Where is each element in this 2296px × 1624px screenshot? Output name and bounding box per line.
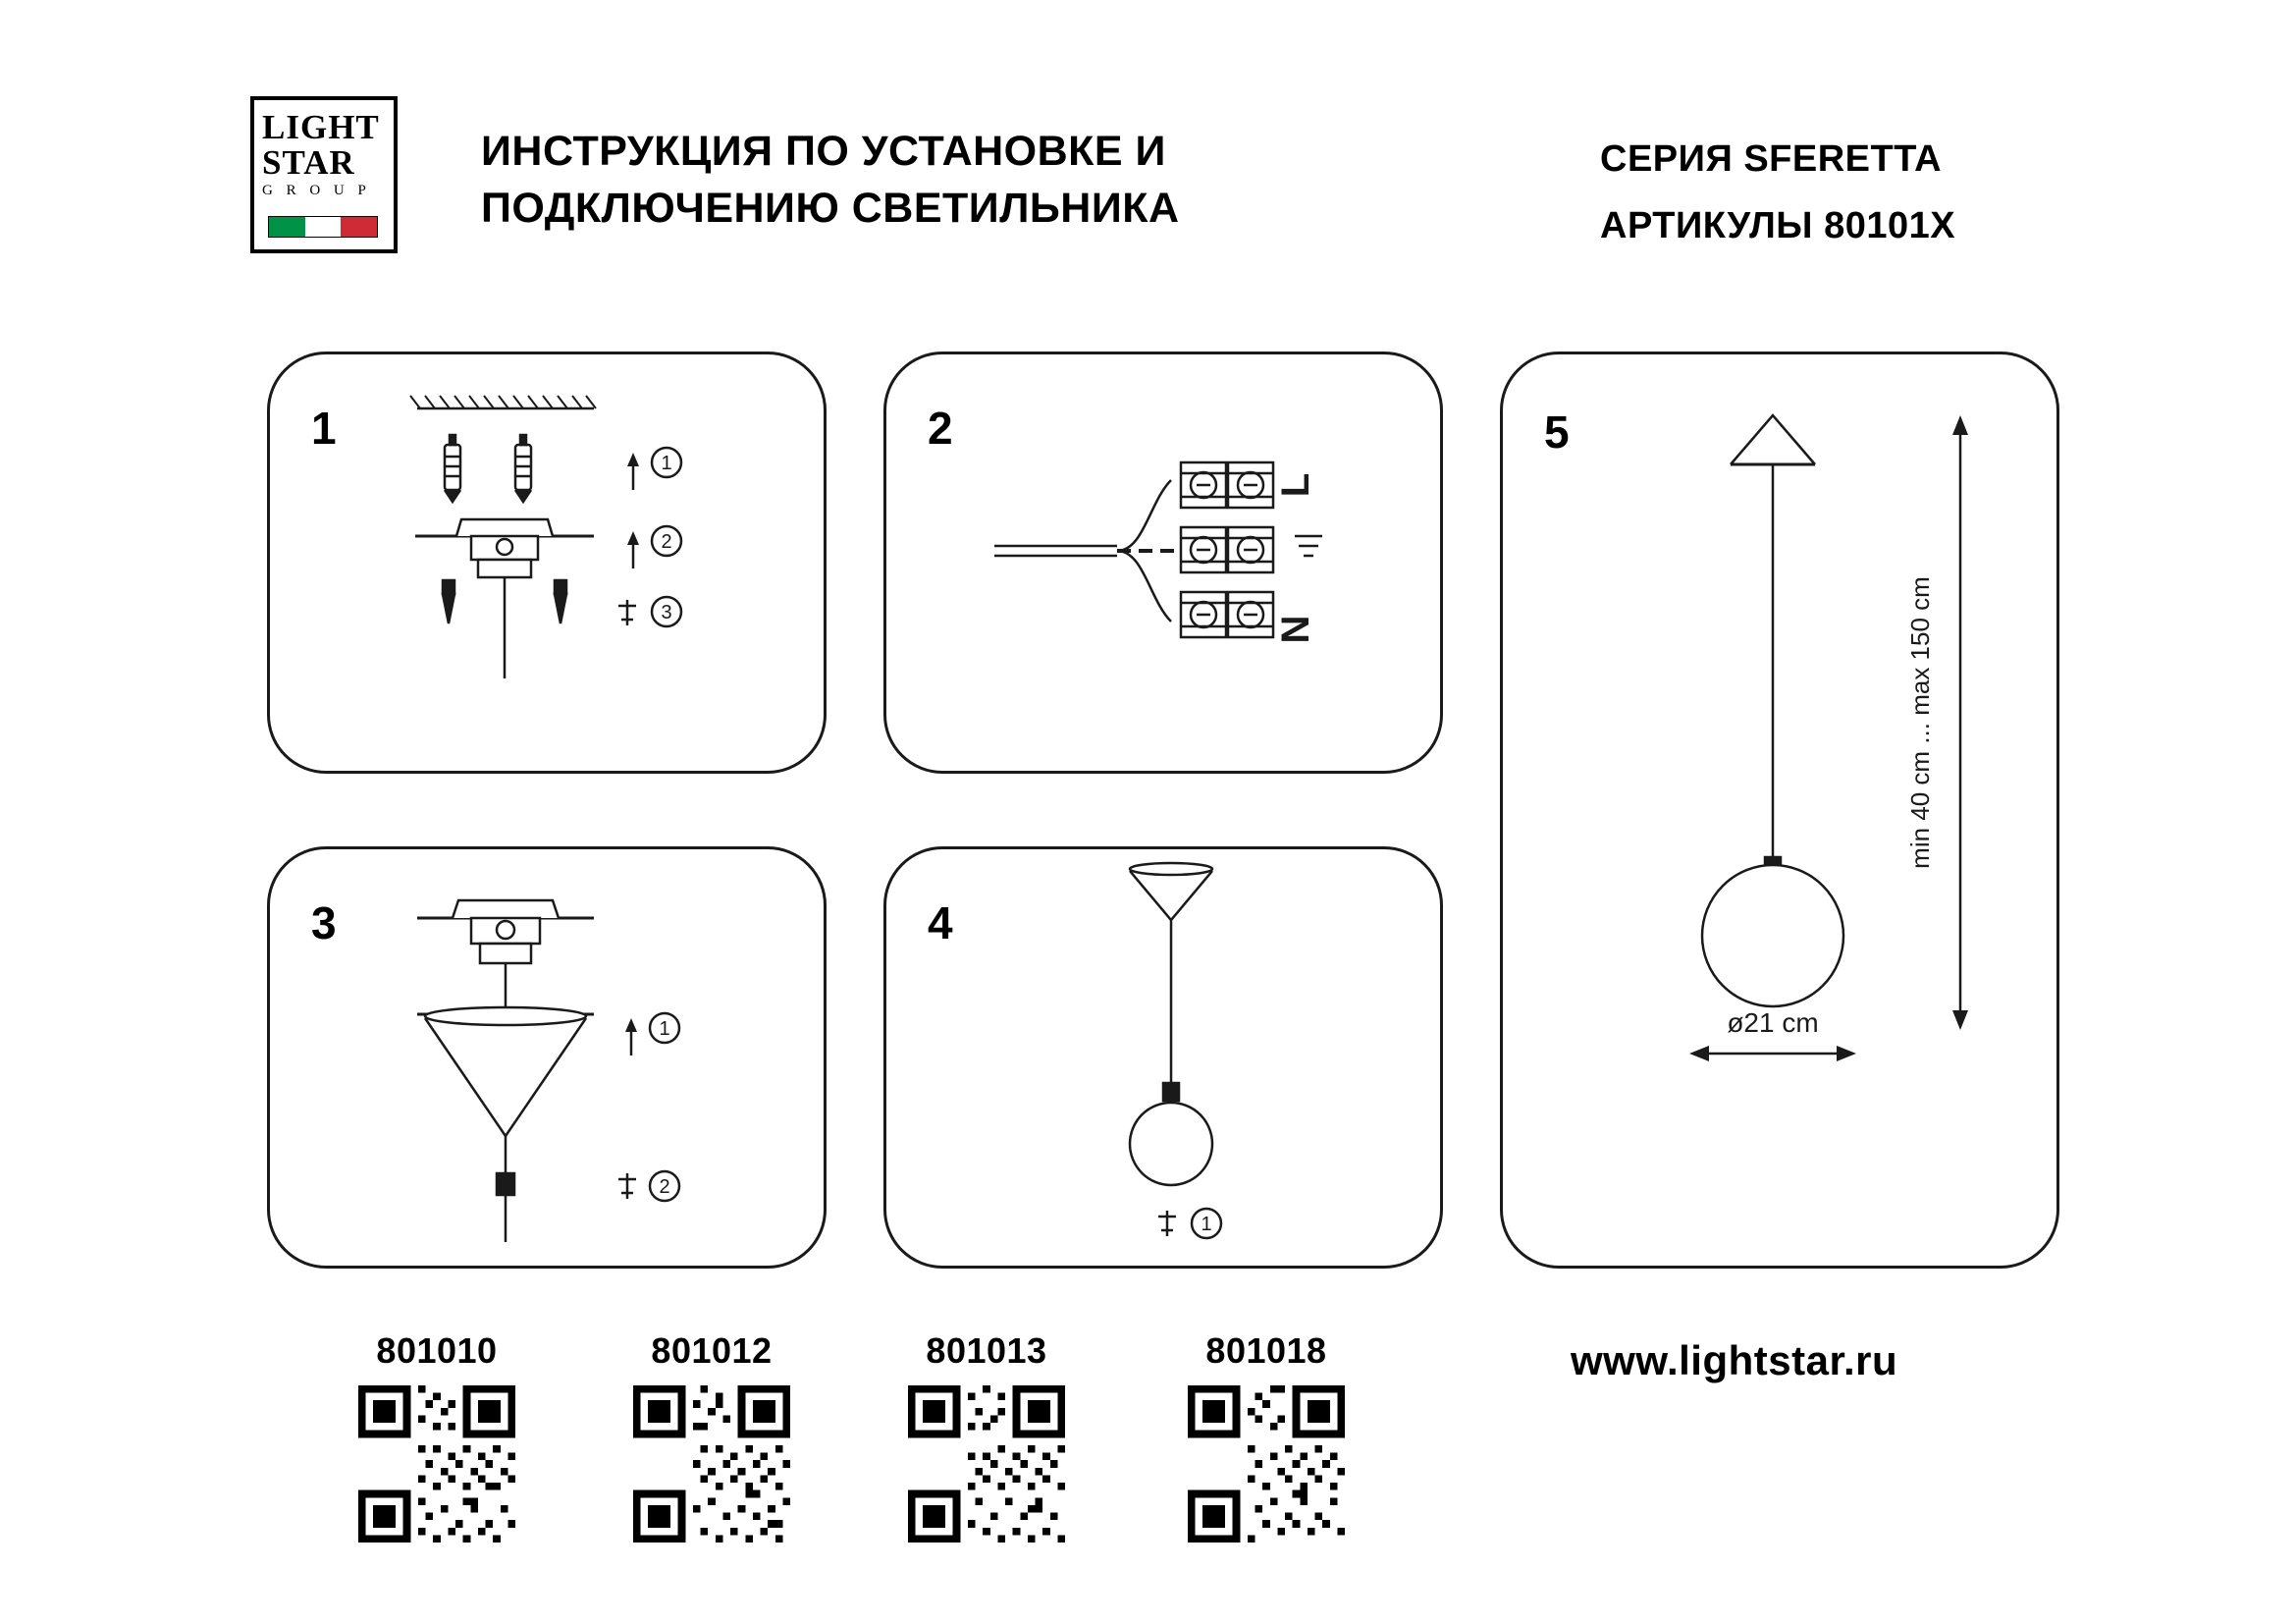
callout-3-1: 1 [659, 1018, 670, 1040]
step-panel-3 [267, 846, 827, 1269]
logo-line-group: G R O U P [262, 183, 371, 198]
qr-code-icon [1188, 1385, 1345, 1543]
step-panel-4 [883, 846, 1443, 1269]
callout-1-1: 1 [661, 453, 672, 474]
product-code-label: 801018 [1205, 1330, 1327, 1371]
italian-flag-icon [268, 216, 378, 238]
page-title: ИНСТРУКЦИЯ ПО УСТАНОВКЕ И ПОДКЛЮЧЕНИЮ СВЕТИЛЬНИКА [481, 128, 1180, 232]
logo-line-light: LIGHT [262, 108, 380, 146]
product-code-block [1163, 1330, 1369, 1547]
step-1-illustration [270, 354, 829, 777]
terminal-label-L: L [1274, 472, 1317, 498]
qr-code-icon [358, 1385, 515, 1543]
qr-code-icon [908, 1385, 1065, 1543]
step-number-1: 1 [311, 403, 337, 454]
product-articles: АРТИКУЛЫ 80101X [1600, 205, 1956, 246]
website-url[interactable]: www.lightstar.ru [1571, 1337, 1898, 1383]
step-number-2: 2 [928, 403, 953, 454]
step-number-3: 3 [311, 897, 337, 948]
callout-1-3: 3 [661, 602, 672, 623]
logo-line-star: STAR [262, 143, 355, 182]
step-number-4: 4 [928, 897, 953, 948]
callout-4-1: 1 [1201, 1214, 1212, 1235]
callout-3-2: 2 [659, 1176, 670, 1198]
product-series: СЕРИЯ SFERETTA [1600, 138, 1943, 180]
qr-code-icon [633, 1385, 790, 1543]
step-5-illustration [1503, 354, 2062, 1272]
step-4-illustration [886, 849, 1446, 1272]
product-code-label: 801010 [376, 1330, 498, 1371]
product-code-block [334, 1330, 540, 1547]
step-panel-1 [267, 352, 827, 774]
callout-1-2: 2 [661, 531, 672, 553]
step-2-illustration [886, 354, 1446, 777]
product-code-label: 801012 [651, 1330, 773, 1371]
step-panel-5 [1500, 352, 2059, 1269]
product-code-block [609, 1330, 815, 1547]
diameter-dimension-label: ø21 cm [1727, 1007, 1819, 1038]
step-number-5: 5 [1544, 406, 1570, 458]
step-3-illustration [270, 849, 829, 1272]
height-dimension-label: min 40 cm ... max 150 cm [1905, 576, 1935, 869]
brand-logo [250, 96, 398, 253]
terminal-label-N: N [1274, 615, 1317, 644]
step-panel-2 [883, 352, 1443, 774]
page-header [0, 0, 2296, 295]
product-code-block [883, 1330, 1090, 1547]
product-code-label: 801013 [926, 1330, 1047, 1371]
header-product-info [1600, 126, 1955, 259]
